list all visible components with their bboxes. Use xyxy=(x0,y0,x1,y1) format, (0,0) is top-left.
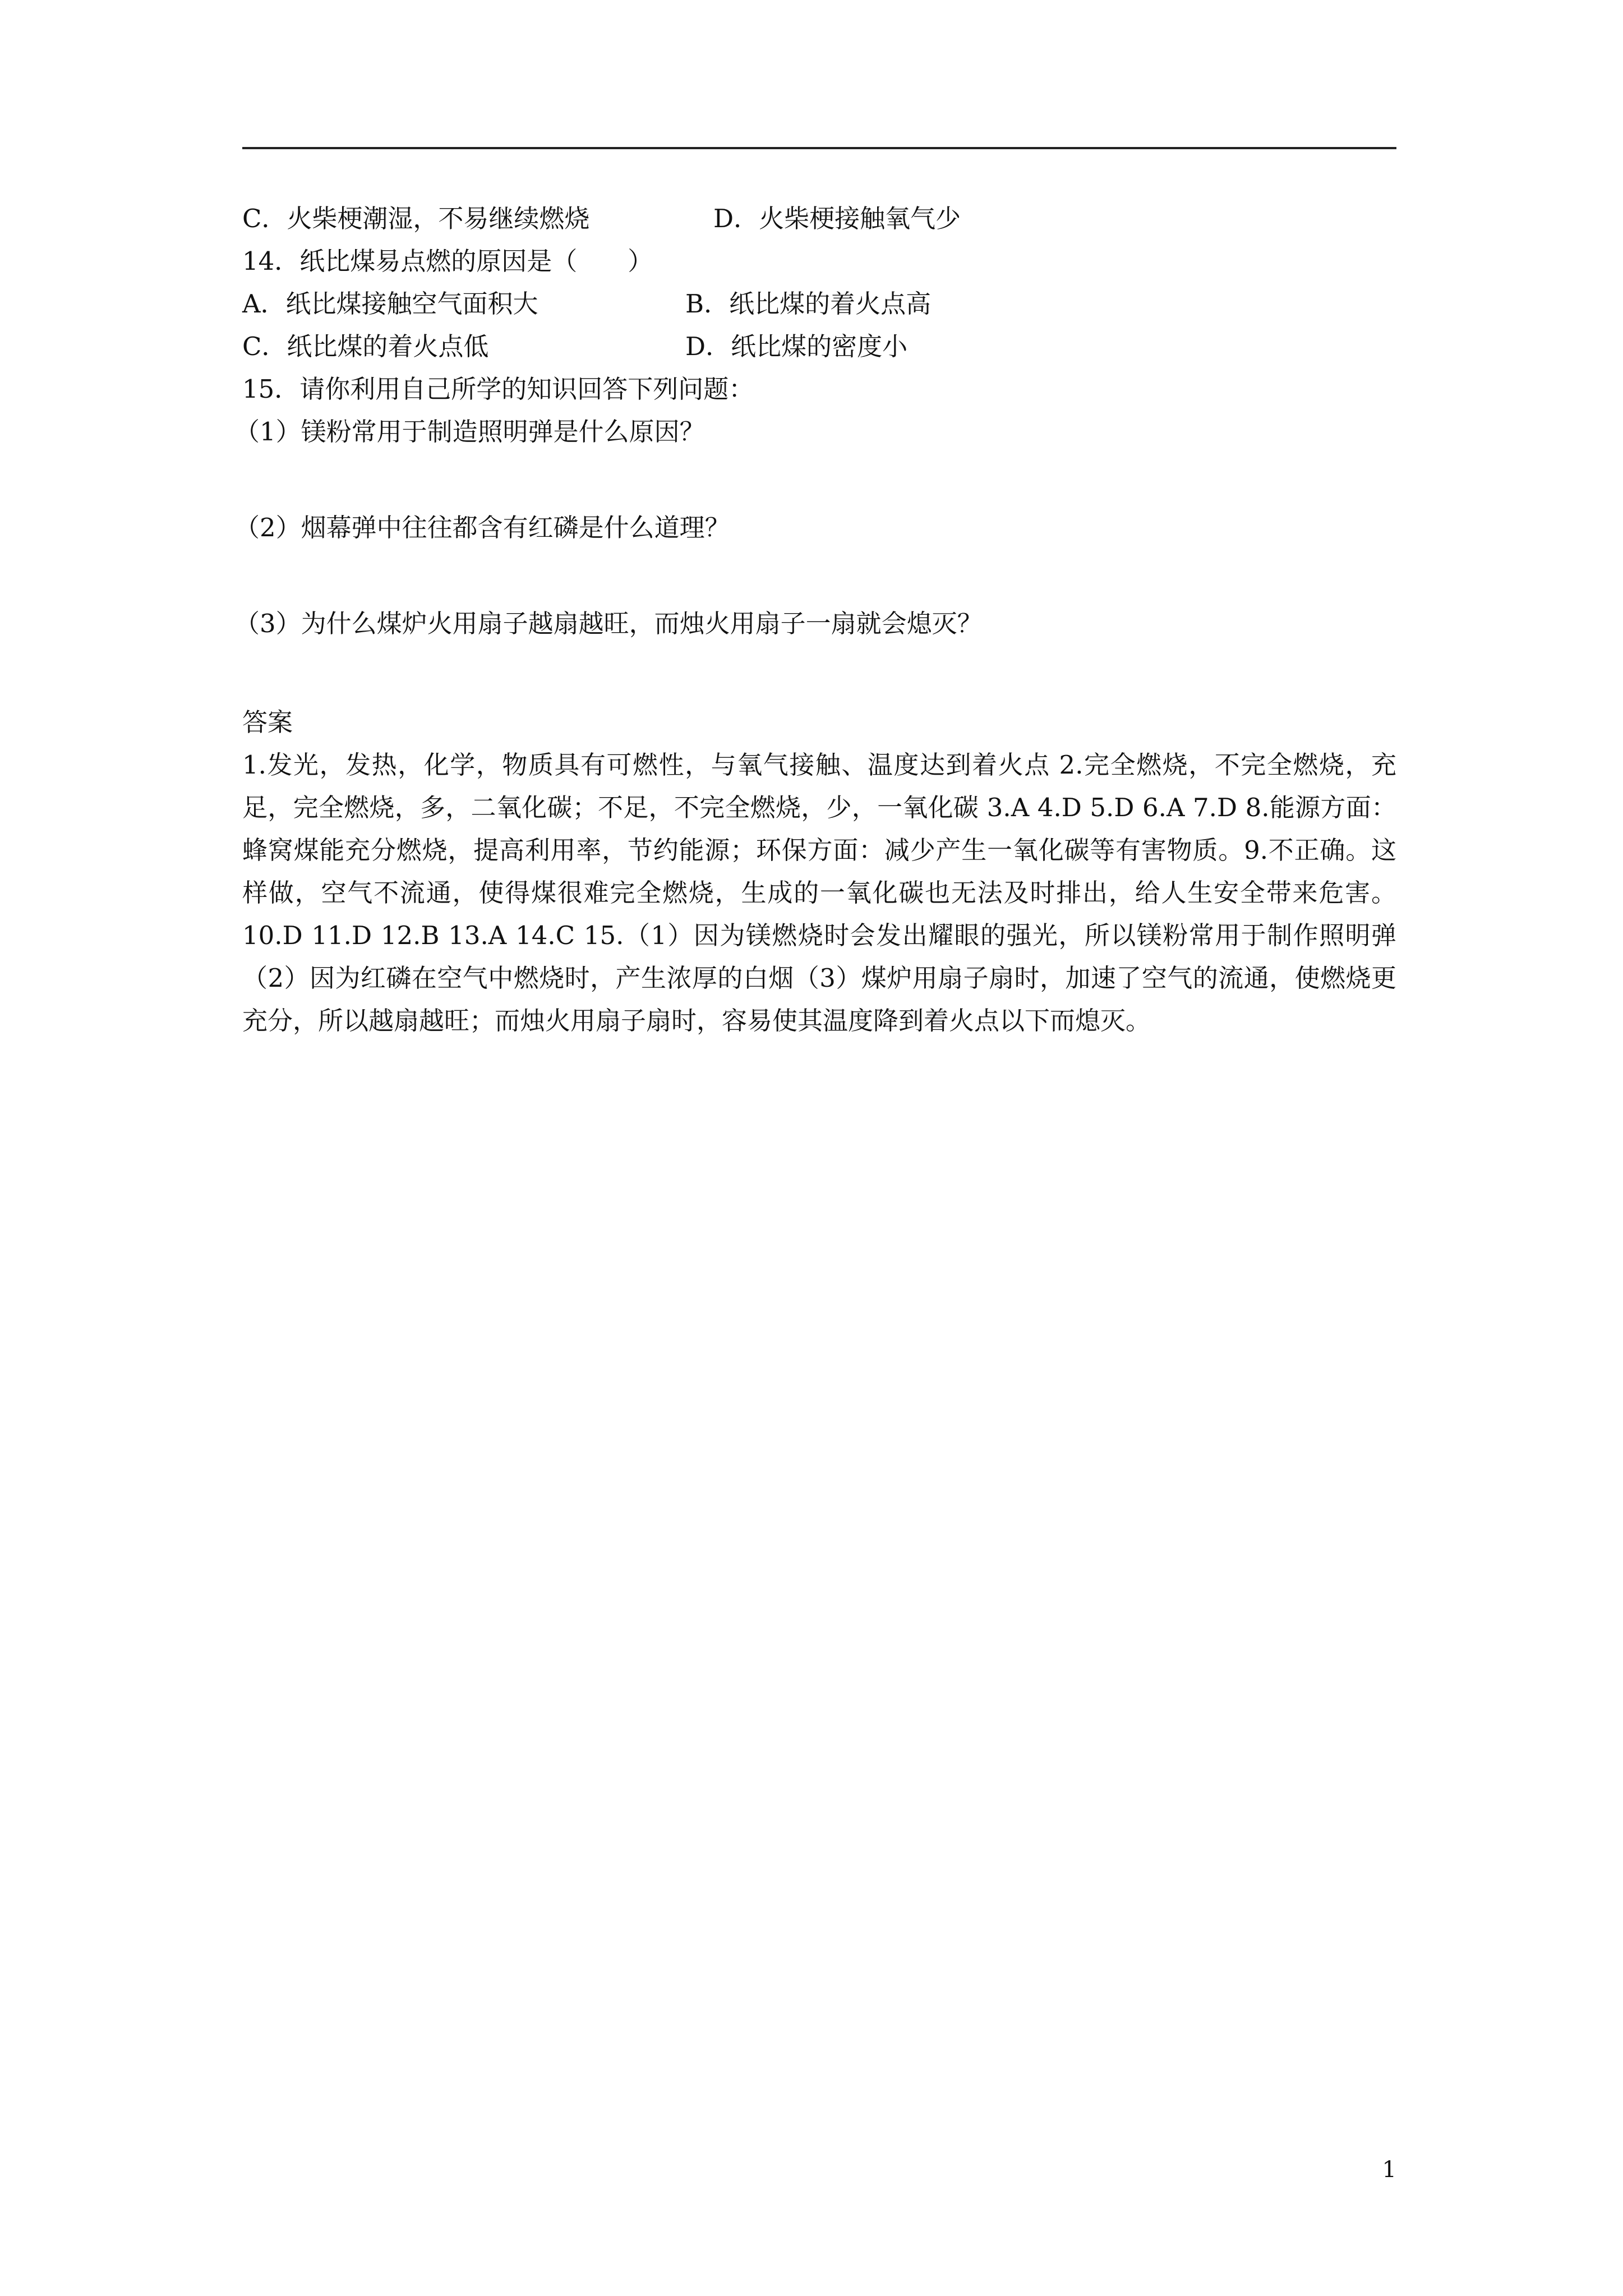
answers-heading: 答案 xyxy=(242,707,293,737)
document-content xyxy=(234,197,1396,1042)
q14-option-c: C．纸比煤的着火点低 xyxy=(242,332,489,361)
q14-stem: 14．纸比煤易点燃的原因是（ ） xyxy=(242,246,653,276)
q14-option-a: A．纸比煤接触空气面积大 xyxy=(242,289,538,319)
q15-sub3: （3）为什么煤炉火用扇子越扇越旺，而烛火用扇子一扇就会熄灭？ xyxy=(234,609,983,638)
q14-option-b: B．纸比煤的着火点高 xyxy=(685,289,932,319)
answers-body: 1.发光，发热，化学，物质具有可燃性，与氧气接触、温度达到着火点 2.完全燃烧，不完全燃烧，充足，完全燃烧，多，二氧化碳；不足，不完全燃烧，少，一氧化碳 3.A 4.D 5.D 6.A 7.D 8.能源方面：蜂窝煤能充分燃烧，提高利用率，节约能源；环保方面：减少产生一氧化碳等有害物质。9.不正确。这样做，空气不流通，使得煤很难完全燃烧，生成的一氧化碳也无法及时排出，给人生安全带来危害。10.D 11.D 12.B 13.A 14.C 15.（1）因为镁燃烧时会发出耀眼的强光，所以镁粉常用于制作照明弹（2）因为红磷在空气中燃烧时，产生浓厚的白烟（3）煤炉用扇子扇时，加速了空气的流通，使燃烧更充分，所以越扇越旺；而烛火用扇子扇时，容易使其温度降到着火点以下而熄灭。 xyxy=(242,750,1396,1036)
q15-sub1: （1）镁粉常用于制造照明弹是什么原因？ xyxy=(234,417,705,447)
answer-space-2 xyxy=(242,549,1396,602)
q13-option-d: D．火柴梗接触氧气少 xyxy=(713,204,961,233)
q14-option-d: D．纸比煤的密度小 xyxy=(685,332,908,361)
q13-option-c: C．火柴梗潮湿，不易继续燃烧 xyxy=(242,204,590,233)
q15-sub2: （2）烟幕弹中往往都含有红磷是什么道理？ xyxy=(234,513,730,542)
q14-options-row-2 xyxy=(242,325,1396,368)
answer-space-1 xyxy=(242,453,1396,507)
page-number: 1 xyxy=(1382,2157,1396,2183)
header-rule xyxy=(242,147,1396,149)
q13-options-row xyxy=(242,197,1396,240)
q14-options-row-1 xyxy=(242,283,1396,325)
q15-stem: 15．请你利用自己所学的知识回答下列问题： xyxy=(242,374,754,404)
